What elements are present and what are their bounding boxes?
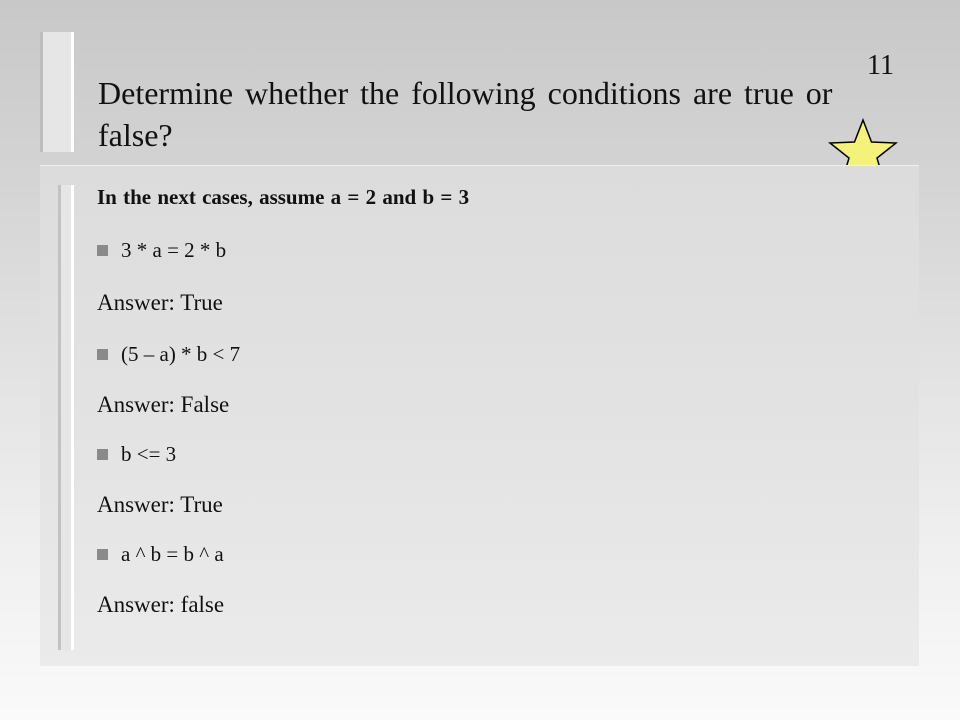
intro-text: In the next cases, assume a = 2 and b = 3 (97, 185, 470, 209)
condition-expression: b <= 3 (121, 442, 177, 466)
condition-item (97, 542, 224, 567)
condition-answer: Answer: True (97, 290, 223, 315)
bullet-icon (97, 245, 108, 256)
condition-expression: 3 * a = 2 * b (121, 238, 227, 262)
panel-decor-bar (58, 185, 74, 650)
condition-item (97, 238, 226, 263)
condition-answer: Answer: false (97, 592, 225, 617)
condition-expression: a ^ b = b ^ a (121, 542, 224, 566)
condition-item (97, 442, 176, 467)
bullet-icon (97, 349, 108, 360)
condition-item (97, 342, 240, 367)
condition-answer: Answer: False (97, 392, 230, 417)
slide-title: Determine whether the following conditions are true or false? (98, 75, 833, 153)
condition-answer: Answer: True (97, 492, 223, 517)
page-number: 11 (867, 50, 894, 81)
condition-expression: (5 – a) * b < 7 (121, 342, 241, 366)
bullet-icon (97, 549, 108, 560)
title-decor-bar (40, 32, 74, 152)
bullet-icon (97, 449, 108, 460)
